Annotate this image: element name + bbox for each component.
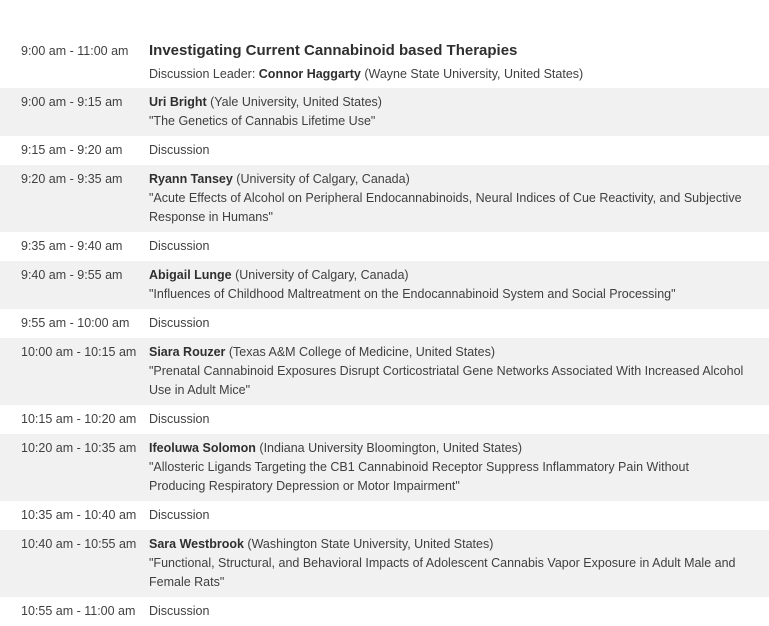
time-range: 9:40 am - 9:55 am — [21, 268, 123, 282]
speaker-affiliation: (University of Calgary, Canada) — [232, 172, 410, 186]
time-range: 9:15 am - 9:20 am — [21, 143, 123, 157]
time-range: 10:35 am - 10:40 am — [21, 508, 137, 522]
discussion-label: Discussion — [149, 412, 210, 426]
speaker-name: Siara Rouzer — [149, 345, 226, 359]
speaker-name: Uri Bright — [149, 95, 207, 109]
time-range: 10:55 am - 11:00 am — [21, 604, 136, 618]
talk-row — [0, 88, 769, 136]
speaker-line — [149, 343, 745, 362]
talk-content — [149, 343, 769, 400]
discussion-label: Discussion — [149, 508, 210, 522]
discussion-content — [149, 410, 769, 429]
session-header-content — [149, 40, 769, 84]
time-range: 9:20 am - 9:35 am — [21, 172, 123, 186]
discussion-label: Discussion — [149, 604, 210, 618]
time-range: 10:15 am - 10:20 am — [21, 412, 137, 426]
talk-content — [149, 266, 769, 304]
talk-content — [149, 535, 769, 592]
speaker-name: Sara Westbrook — [149, 537, 244, 551]
speaker-line — [149, 266, 745, 285]
discussion-label: Discussion — [149, 239, 210, 253]
session-time-range: 9:00 am - 11:00 am — [21, 44, 129, 58]
talk-title: "The Genetics of Cannabis Lifetime Use" — [149, 114, 376, 128]
discussion-label: Discussion — [149, 143, 210, 157]
session-header-row — [0, 20, 769, 88]
discussion-row — [0, 136, 769, 165]
discussion-label: Discussion — [149, 316, 210, 330]
talk-title: "Prenatal Cannabinoid Exposures Disrupt Corticostriatal Gene Networks Associated With Increased Alcohol Use in Adult Mice" — [149, 364, 744, 397]
time-range: 9:00 am - 9:15 am — [21, 95, 123, 109]
speaker-line — [149, 439, 745, 458]
speaker-name: Ifeoluwa Solomon — [149, 441, 256, 455]
talk-row — [0, 261, 769, 309]
time-range: 10:00 am - 10:15 am — [21, 345, 137, 359]
time-range: 10:40 am - 10:55 am — [21, 537, 137, 551]
session-leader-line — [149, 64, 745, 84]
discussion-row — [0, 309, 769, 338]
leader-name: Connor Haggarty — [258, 67, 361, 81]
time-range: 9:35 am - 9:40 am — [21, 239, 123, 253]
speaker-affiliation: (University of Calgary, Canada) — [231, 268, 409, 282]
talk-title: "Functional, Structural, and Behavioral Impacts of Adolescent Cannabis Vapor Exposure in Adult Male and Female Rats" — [149, 556, 736, 589]
talk-content — [149, 170, 769, 227]
speaker-affiliation: (Washington State University, United States) — [243, 537, 494, 551]
talk-title: "Acute Effects of Alcohol on Peripheral Endocannabinoids, Neural Indices of Cue Reactivity, and Subjective Response in Humans" — [149, 191, 742, 224]
discussion-row — [0, 597, 769, 626]
speaker-affiliation: (Texas A&M College of Medicine, United States) — [225, 345, 495, 359]
schedule-rows — [0, 88, 769, 626]
speaker-name: Abigail Lunge — [149, 268, 232, 282]
session-title: Investigating Current Cannabinoid based Therapies — [149, 42, 518, 59]
speaker-line — [149, 170, 745, 189]
speaker-line — [149, 93, 745, 112]
speaker-affiliation: (Yale University, United States) — [206, 95, 382, 109]
talk-row — [0, 338, 769, 405]
talk-content — [149, 439, 769, 496]
talk-title: "Influences of Childhood Maltreatment on the Endocannabinoid System and Social Processing" — [149, 287, 676, 301]
discussion-row — [0, 405, 769, 434]
speaker-line — [149, 535, 745, 554]
speaker-affiliation: (Indiana University Bloomington, United States) — [255, 441, 523, 455]
talk-row — [0, 530, 769, 597]
discussion-row — [0, 501, 769, 530]
discussion-content — [149, 602, 769, 621]
talk-row — [0, 434, 769, 501]
speaker-name: Ryann Tansey — [149, 172, 233, 186]
talk-row — [0, 165, 769, 232]
discussion-content — [149, 506, 769, 525]
talk-title: "Allosteric Ligands Targeting the CB1 Cannabinoid Receptor Suppress Inflammatory Pain Without Producing Respiratory Depression or Motor Impairment" — [149, 460, 689, 493]
discussion-content — [149, 314, 769, 333]
time-range: 9:55 am - 10:00 am — [21, 316, 130, 330]
leader-affiliation: (Wayne State University, United States) — [360, 67, 584, 81]
discussion-content — [149, 237, 769, 256]
discussion-content — [149, 141, 769, 160]
discussion-row — [0, 232, 769, 261]
talk-content — [149, 93, 769, 131]
time-range: 10:20 am - 10:35 am — [21, 441, 137, 455]
leader-label: Discussion Leader: — [149, 67, 259, 81]
